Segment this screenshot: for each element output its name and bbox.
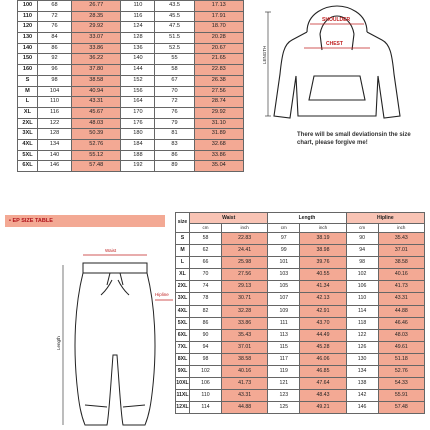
unit-cell: inch: [221, 224, 267, 233]
measurement-cell: 90: [190, 329, 222, 341]
measurement-cell: 144: [121, 65, 155, 76]
measurement-cell: 36.22: [72, 54, 121, 65]
measurement-cell: 86: [38, 43, 72, 54]
measurement-cell: 38.58: [378, 257, 424, 269]
measurement-cell: 44.49: [300, 329, 346, 341]
measurement-cell: 67: [155, 75, 194, 86]
measurement-cell: 40.16: [378, 269, 424, 281]
measurement-cell: 29.92: [72, 22, 121, 33]
size-cell: 100: [18, 1, 38, 12]
size-cell: XL: [18, 107, 38, 118]
measurement-cell: 38.58: [72, 75, 121, 86]
size-cell: XL: [176, 269, 190, 281]
pants-table-row: [176, 341, 425, 353]
measurement-cell: 98: [190, 353, 222, 365]
waist-column-header: Waist: [190, 213, 268, 224]
measurement-cell: 29.92: [194, 107, 243, 118]
measurement-cell: 110: [190, 390, 222, 402]
measurement-cell: 29.13: [221, 281, 267, 293]
size-cell: 5XL: [18, 150, 38, 161]
size-deviation-note: There will be small deviationsin the size chart, please forgive me!: [297, 132, 411, 147]
pants-illustration: [55, 245, 175, 430]
unit-cell: inch: [300, 224, 346, 233]
pants-table-row: [176, 402, 425, 414]
size-cell: 6XL: [176, 329, 190, 341]
measurement-cell: 28.74: [194, 97, 243, 108]
pants-length-label: Length: [56, 336, 61, 350]
hipline-label: Hipline: [155, 292, 169, 297]
measurement-cell: 46.46: [378, 317, 424, 329]
size-cell: 6XL: [18, 161, 38, 172]
measurement-cell: 76: [155, 107, 194, 118]
size-cell: 160: [18, 65, 38, 76]
measurement-cell: 146: [38, 161, 72, 172]
pants-table-row: [176, 366, 425, 378]
measurement-cell: 37.01: [378, 245, 424, 257]
hoodie-table-row: [18, 11, 244, 22]
measurement-cell: 125: [268, 402, 300, 414]
measurement-cell: 17.91: [194, 11, 243, 22]
measurement-cell: 138: [346, 378, 378, 390]
hoodie-table-row: [18, 97, 244, 108]
measurement-cell: 40.94: [72, 86, 121, 97]
measurement-cell: 58: [190, 233, 222, 245]
ep-size-table-title: • EP SIZE TABLE: [5, 215, 165, 227]
size-cell: 11XL: [176, 390, 190, 402]
size-cell: 3XL: [176, 293, 190, 305]
measurement-cell: 43.31: [221, 390, 267, 402]
measurement-cell: 46.85: [300, 366, 346, 378]
size-cell: 7XL: [176, 341, 190, 353]
size-cell: 120: [18, 22, 38, 33]
measurement-cell: 114: [346, 305, 378, 317]
measurement-cell: 72: [38, 11, 72, 22]
measurement-cell: 97: [268, 233, 300, 245]
size-cell: 140: [18, 43, 38, 54]
measurement-cell: 104: [38, 86, 72, 97]
measurement-cell: 38.19: [300, 233, 346, 245]
pants-table-unit-row: [176, 224, 425, 233]
measurement-cell: 47.64: [300, 378, 346, 390]
measurement-cell: 176: [121, 118, 155, 129]
size-cell: 110: [18, 11, 38, 22]
size-cell: 10XL: [176, 378, 190, 390]
pants-table-row: [176, 353, 425, 365]
hoodie-table-row: [18, 139, 244, 150]
pants-table-row: [176, 233, 425, 245]
measurement-cell: 111: [268, 317, 300, 329]
measurement-cell: 44.88: [378, 305, 424, 317]
pants-table-row: [176, 390, 425, 402]
measurement-cell: 110: [346, 293, 378, 305]
measurement-cell: 99: [268, 245, 300, 257]
size-cell: 4XL: [18, 139, 38, 150]
measurement-cell: 89: [155, 161, 194, 172]
measurement-cell: 121: [268, 378, 300, 390]
hoodie-table-row: [18, 107, 244, 118]
measurement-cell: 152: [121, 75, 155, 86]
measurement-cell: 20.28: [194, 33, 243, 44]
measurement-cell: 128: [38, 129, 72, 140]
measurement-cell: 113: [268, 329, 300, 341]
measurement-cell: 44.88: [221, 402, 267, 414]
measurement-cell: 43.70: [300, 317, 346, 329]
measurement-cell: 184: [121, 139, 155, 150]
measurement-cell: 98: [38, 75, 72, 86]
size-column-header: size: [176, 213, 190, 233]
hoodie-illustration: [262, 4, 412, 124]
measurement-cell: 40.55: [300, 269, 346, 281]
measurement-cell: 31.89: [194, 129, 243, 140]
size-cell: L: [18, 97, 38, 108]
hoodie-table-row: [18, 43, 244, 54]
hoodie-table-row: [18, 118, 244, 129]
measurement-cell: 43.31: [72, 97, 121, 108]
measurement-cell: 140: [121, 54, 155, 65]
chest-label: CHEST: [326, 41, 343, 47]
measurement-cell: 43.31: [378, 293, 424, 305]
pants-table-row: [176, 329, 425, 341]
measurement-cell: 49.21: [300, 402, 346, 414]
size-cell: 4XL: [176, 305, 190, 317]
measurement-cell: 49.61: [378, 341, 424, 353]
pants-table-row: [176, 257, 425, 269]
pants-table-row: [176, 305, 425, 317]
measurement-cell: 101: [268, 257, 300, 269]
measurement-cell: 122: [346, 329, 378, 341]
measurement-cell: 84: [38, 33, 72, 44]
measurement-cell: 26.77: [72, 1, 121, 12]
measurement-cell: 41.73: [221, 378, 267, 390]
measurement-cell: 46.06: [300, 353, 346, 365]
pants-table-header-row: [176, 213, 425, 224]
measurement-cell: 130: [346, 353, 378, 365]
hipline-column-header: Hipline: [346, 213, 424, 224]
measurement-cell: 70: [190, 269, 222, 281]
measurement-cell: 55: [155, 54, 194, 65]
measurement-cell: 122: [38, 118, 72, 129]
unit-cell: cm: [268, 224, 300, 233]
measurement-cell: 86: [190, 317, 222, 329]
measurement-cell: 66: [190, 257, 222, 269]
measurement-cell: 32.28: [221, 305, 267, 317]
measurement-cell: 27.56: [221, 269, 267, 281]
measurement-cell: 22.83: [194, 65, 243, 76]
measurement-cell: 42.13: [300, 293, 346, 305]
measurement-cell: 105: [268, 281, 300, 293]
size-cell: 130: [18, 33, 38, 44]
size-cell: 150: [18, 54, 38, 65]
measurement-cell: 116: [38, 107, 72, 118]
measurement-cell: 35.43: [378, 233, 424, 245]
unit-cell: inch: [378, 224, 424, 233]
measurement-cell: 102: [190, 366, 222, 378]
measurement-cell: 32.68: [194, 139, 243, 150]
measurement-cell: 116: [121, 11, 155, 22]
pants-size-table: [175, 212, 425, 414]
waist-label: Waist: [105, 248, 117, 253]
measurement-cell: 42.91: [300, 305, 346, 317]
measurement-cell: 31.10: [194, 118, 243, 129]
pants-table-row: [176, 293, 425, 305]
measurement-cell: 140: [38, 150, 72, 161]
measurement-cell: 146: [346, 402, 378, 414]
measurement-cell: 79: [155, 118, 194, 129]
measurement-cell: 21.65: [194, 54, 243, 65]
size-cell: 9XL: [176, 366, 190, 378]
measurement-cell: 74: [190, 281, 222, 293]
measurement-cell: 35.43: [221, 329, 267, 341]
measurement-cell: 33.86: [72, 43, 121, 54]
measurement-cell: 117: [268, 353, 300, 365]
measurement-cell: 136: [121, 43, 155, 54]
measurement-cell: 82: [190, 305, 222, 317]
measurement-cell: 109: [268, 305, 300, 317]
measurement-cell: 156: [121, 86, 155, 97]
measurement-cell: 51.5: [155, 33, 194, 44]
measurement-cell: 164: [121, 97, 155, 108]
unit-cell: cm: [346, 224, 378, 233]
hoodie-table-row: [18, 86, 244, 97]
measurement-cell: 43.5: [155, 1, 194, 12]
size-cell: 12XL: [176, 402, 190, 414]
measurement-cell: 102: [346, 269, 378, 281]
measurement-cell: 37.01: [221, 341, 267, 353]
hoodie-table-row: [18, 33, 244, 44]
measurement-cell: 128: [121, 33, 155, 44]
measurement-cell: 83: [155, 139, 194, 150]
measurement-cell: 180: [121, 129, 155, 140]
measurement-cell: 106: [190, 378, 222, 390]
measurement-cell: 142: [346, 390, 378, 402]
measurement-cell: 38.58: [221, 353, 267, 365]
measurement-cell: 33.86: [221, 317, 267, 329]
measurement-cell: 48.43: [300, 390, 346, 402]
measurement-cell: 98: [346, 257, 378, 269]
measurement-cell: 39.76: [300, 257, 346, 269]
hoodie-table-row: [18, 1, 244, 12]
measurement-cell: 20.67: [194, 43, 243, 54]
measurement-cell: 70: [155, 86, 194, 97]
measurement-cell: 37.80: [72, 65, 121, 76]
shoulder-label: SHOULDER: [322, 17, 351, 23]
measurement-cell: 48.03: [378, 329, 424, 341]
hoodie-length-label: LENGTH: [262, 45, 267, 64]
measurement-cell: 52.5: [155, 43, 194, 54]
measurement-cell: 57.48: [72, 161, 121, 172]
measurement-cell: 40.16: [221, 366, 267, 378]
measurement-cell: 41.73: [378, 281, 424, 293]
measurement-cell: 92: [38, 54, 72, 65]
measurement-cell: 126: [346, 341, 378, 353]
measurement-cell: 18.70: [194, 22, 243, 33]
pants-table-row: [176, 317, 425, 329]
measurement-cell: 55.91: [378, 390, 424, 402]
measurement-cell: 25.98: [221, 257, 267, 269]
measurement-cell: 123: [268, 390, 300, 402]
pants-table-row: [176, 245, 425, 257]
pants-table-row: [176, 269, 425, 281]
measurement-cell: 38.98: [300, 245, 346, 257]
measurement-cell: 81: [155, 129, 194, 140]
measurement-cell: 106: [346, 281, 378, 293]
measurement-cell: 45.5: [155, 11, 194, 22]
size-cell: L: [176, 257, 190, 269]
size-cell: 8XL: [176, 353, 190, 365]
measurement-cell: 57.48: [378, 402, 424, 414]
size-cell: 5XL: [176, 317, 190, 329]
measurement-cell: 51.18: [378, 353, 424, 365]
size-cell: 2XL: [18, 118, 38, 129]
measurement-cell: 72: [155, 97, 194, 108]
hoodie-table-row: [18, 75, 244, 86]
hoodie-table-row: [18, 22, 244, 33]
measurement-cell: 78: [190, 293, 222, 305]
hoodie-table-row: [18, 161, 244, 172]
measurement-cell: 103: [268, 269, 300, 281]
measurement-cell: 28.35: [72, 11, 121, 22]
measurement-cell: 52.76: [378, 366, 424, 378]
measurement-cell: 94: [346, 245, 378, 257]
measurement-cell: 22.83: [221, 233, 267, 245]
measurement-cell: 90: [346, 233, 378, 245]
measurement-cell: 124: [121, 22, 155, 33]
measurement-cell: 58: [155, 65, 194, 76]
size-cell: 2XL: [176, 281, 190, 293]
length-column-header: Length: [268, 213, 346, 224]
hoodie-size-table: [17, 0, 244, 172]
hoodie-table-row: [18, 129, 244, 140]
measurement-cell: 188: [121, 150, 155, 161]
measurement-cell: 134: [38, 139, 72, 150]
measurement-cell: 96: [38, 65, 72, 76]
size-cell: M: [18, 86, 38, 97]
measurement-cell: 192: [121, 161, 155, 172]
measurement-cell: 17.13: [194, 1, 243, 12]
measurement-cell: 33.07: [72, 33, 121, 44]
measurement-cell: 94: [190, 341, 222, 353]
measurement-cell: 54.33: [378, 378, 424, 390]
measurement-cell: 134: [346, 366, 378, 378]
measurement-cell: 30.71: [221, 293, 267, 305]
measurement-cell: 68: [38, 1, 72, 12]
measurement-cell: 86: [155, 150, 194, 161]
size-cell: 3XL: [18, 129, 38, 140]
hoodie-table-row: [18, 54, 244, 65]
measurement-cell: 118: [346, 317, 378, 329]
measurement-cell: 47.5: [155, 22, 194, 33]
measurement-cell: 33.86: [194, 150, 243, 161]
hoodie-table-row: [18, 65, 244, 76]
pants-table-row: [176, 378, 425, 390]
measurement-cell: 45.67: [72, 107, 121, 118]
measurement-cell: 45.28: [300, 341, 346, 353]
measurement-cell: 115: [268, 341, 300, 353]
unit-cell: cm: [190, 224, 222, 233]
measurement-cell: 24.41: [221, 245, 267, 257]
hoodie-table-row: [18, 150, 244, 161]
measurement-cell: 48.03: [72, 118, 121, 129]
pants-table-row: [176, 281, 425, 293]
size-cell: S: [176, 233, 190, 245]
size-cell: M: [176, 245, 190, 257]
measurement-cell: 41.34: [300, 281, 346, 293]
measurement-cell: 170: [121, 107, 155, 118]
measurement-cell: 119: [268, 366, 300, 378]
measurement-cell: 27.56: [194, 86, 243, 97]
measurement-cell: 110: [121, 1, 155, 12]
measurement-cell: 55.12: [72, 150, 121, 161]
measurement-cell: 107: [268, 293, 300, 305]
measurement-cell: 26.38: [194, 75, 243, 86]
measurement-cell: 50.39: [72, 129, 121, 140]
measurement-cell: 114: [190, 402, 222, 414]
measurement-cell: 52.76: [72, 139, 121, 150]
measurement-cell: 35.04: [194, 161, 243, 172]
measurement-cell: 76: [38, 22, 72, 33]
measurement-cell: 110: [38, 97, 72, 108]
size-cell: S: [18, 75, 38, 86]
measurement-cell: 62: [190, 245, 222, 257]
